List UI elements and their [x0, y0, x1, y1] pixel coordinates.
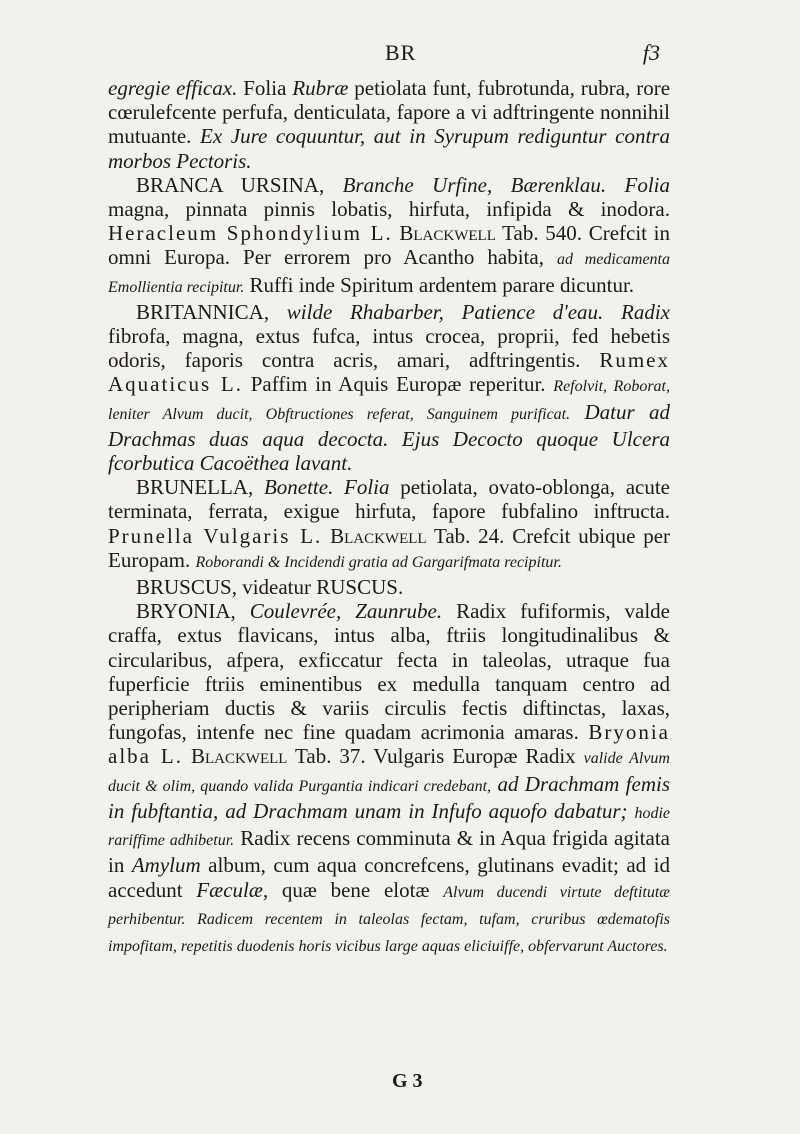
page-number: f3: [642, 40, 660, 65]
running-head: BR: [385, 40, 417, 65]
text-run: Alvum ducendi virtute deftitutæ perhibentur. Radicem recentem in taleolas fectam, tufam, cruribus œdematofis impofitam, repetitis duodenis horis vicibus large aquas eliciuiffe, obfervarunt Auctores.: [108, 883, 670, 955]
text-run: Heracleum Sphondylium L.: [108, 221, 393, 246]
text-run: Refolvit, Roborat, leniter Alvum ducit, Obftructiones referat, Sanguinem purificat.: [108, 378, 670, 423]
text-run: BRUNELLA,: [136, 475, 264, 500]
text-run: quæ bene elotæ: [268, 877, 444, 902]
text-run: Radix recens comminuta & in Aqua frigida agitata in: [108, 826, 670, 878]
text-run: Blackwell: [399, 221, 496, 246]
text-run: petiolata, ovato-oblonga, acute terminata, ferrata, exigue hirfuta, fapore fubfalino inftructa.: [108, 475, 670, 524]
entry-brunella: [108, 475, 670, 575]
text-run: Bryonia alba L.: [108, 720, 670, 769]
body-text: [108, 76, 670, 959]
text-run: BRITANNICA,: [136, 299, 287, 324]
signature-mark: G 3: [392, 1070, 423, 1092]
text-run: BRANCA URSINA,: [136, 172, 343, 197]
text-run: Prunella Vulgaris L.: [108, 523, 323, 548]
text-run: Ruffi inde Spiritum ardentem parare dicuntur.: [244, 272, 635, 297]
text-run: Branche Urfine, Bærenklau. Folia: [342, 172, 670, 197]
text-run: fibrofa, magna, extus fufca, intus crocea, proprii, fed hebetis odoris, faporis contra acris, amari, adftringentis.: [108, 324, 670, 373]
entry-britannica: [108, 300, 670, 475]
text-run: Datur ad Drachmas duas aqua decocta. Ejus Decocto quoque Ulcera fcorbutica Cacoëthea lavant.: [108, 399, 670, 476]
text-run: hodie rariffime adhibetur.: [108, 804, 670, 850]
text-run: Ex Jure coquuntur, aut in Syrupum rediguntur contra morbos Pectoris.: [108, 124, 670, 173]
text-run: Blackwell: [190, 744, 288, 769]
text-run: album, cum aqua concrefcens, glutinans evadit; ad id accedunt: [108, 853, 670, 902]
text-run: petiolata funt, fubrotunda, rubra, rore cœrulefcente perfufa, denticulata, fapore a vi adftringente nonnihil mutuante.: [108, 76, 671, 149]
entry-bryonia: [108, 599, 670, 959]
text-run: Coulevrée, Zaunrube.: [249, 599, 443, 624]
text-run: BRYONIA,: [136, 599, 250, 624]
text-run: BRUSCUS, videatur RUSCUS.: [136, 575, 404, 600]
text-run: Tab. 37. Vulgaris Europæ Radix: [287, 744, 584, 769]
text-run: Tab. 540. Crefcit in omni Europa. Per errorem pro Acantho habita,: [108, 221, 671, 270]
text-run: valide Alvum ducit & olim, quando valida Purgantia indicari credebant,: [108, 750, 670, 795]
text-run: wilde Rhabarber, Patience d'eau. Radix: [286, 299, 670, 324]
text-run: Bonette. Folia: [263, 475, 390, 500]
text-run: Roborandi & Incidendi gratia ad Gargarifmata recipitur.: [195, 553, 562, 571]
text-run: Fæculæ,: [196, 877, 269, 902]
paragraph-continued: [108, 76, 670, 173]
text-run: Radix fufiformis, valde craffa, extus flavicans, intus alba, ftriis longitudinalibus & circularibus, afpera, exficcatur fecta in taleolas, utraque fua fuperficie ftriis eminentibus ex medulla tanquam centro ad peripheriam ductis & variis circulis fectis diftinctas, laxas, fungofas, intenfe nec fine quadam acrimonia amaras.: [108, 599, 670, 745]
page-header: [0, 40, 800, 80]
text-run: [322, 524, 330, 548]
entry-bruscus: [108, 575, 670, 599]
text-run: Rubræ: [292, 76, 349, 100]
text-run: ad medicamenta Emollientia recipitur.: [108, 251, 670, 296]
text-run: ad Drachmam femis in fubftantia, ad Drachmam unam in Infufo aquofo dabatur;: [108, 771, 670, 823]
text-run: Paffim in Aquis Europæ reperitur.: [242, 372, 554, 397]
text-run: [183, 744, 191, 768]
text-run: Amylum: [131, 853, 201, 878]
entry-branca-ursina: [108, 173, 670, 300]
text-run: [570, 400, 584, 424]
text-run: Rumex Aquaticus L.: [108, 348, 670, 397]
text-run: Tab. 24. Crefcit ubique per Europam.: [108, 523, 671, 572]
text-run: egregie efficax.: [108, 76, 238, 100]
text-run: magna, pinnata pinnis lobatis, hirfuta, infipida & inodora.: [108, 197, 670, 222]
text-run: Folia: [237, 76, 293, 100]
text-run: Blackwell: [330, 523, 427, 548]
